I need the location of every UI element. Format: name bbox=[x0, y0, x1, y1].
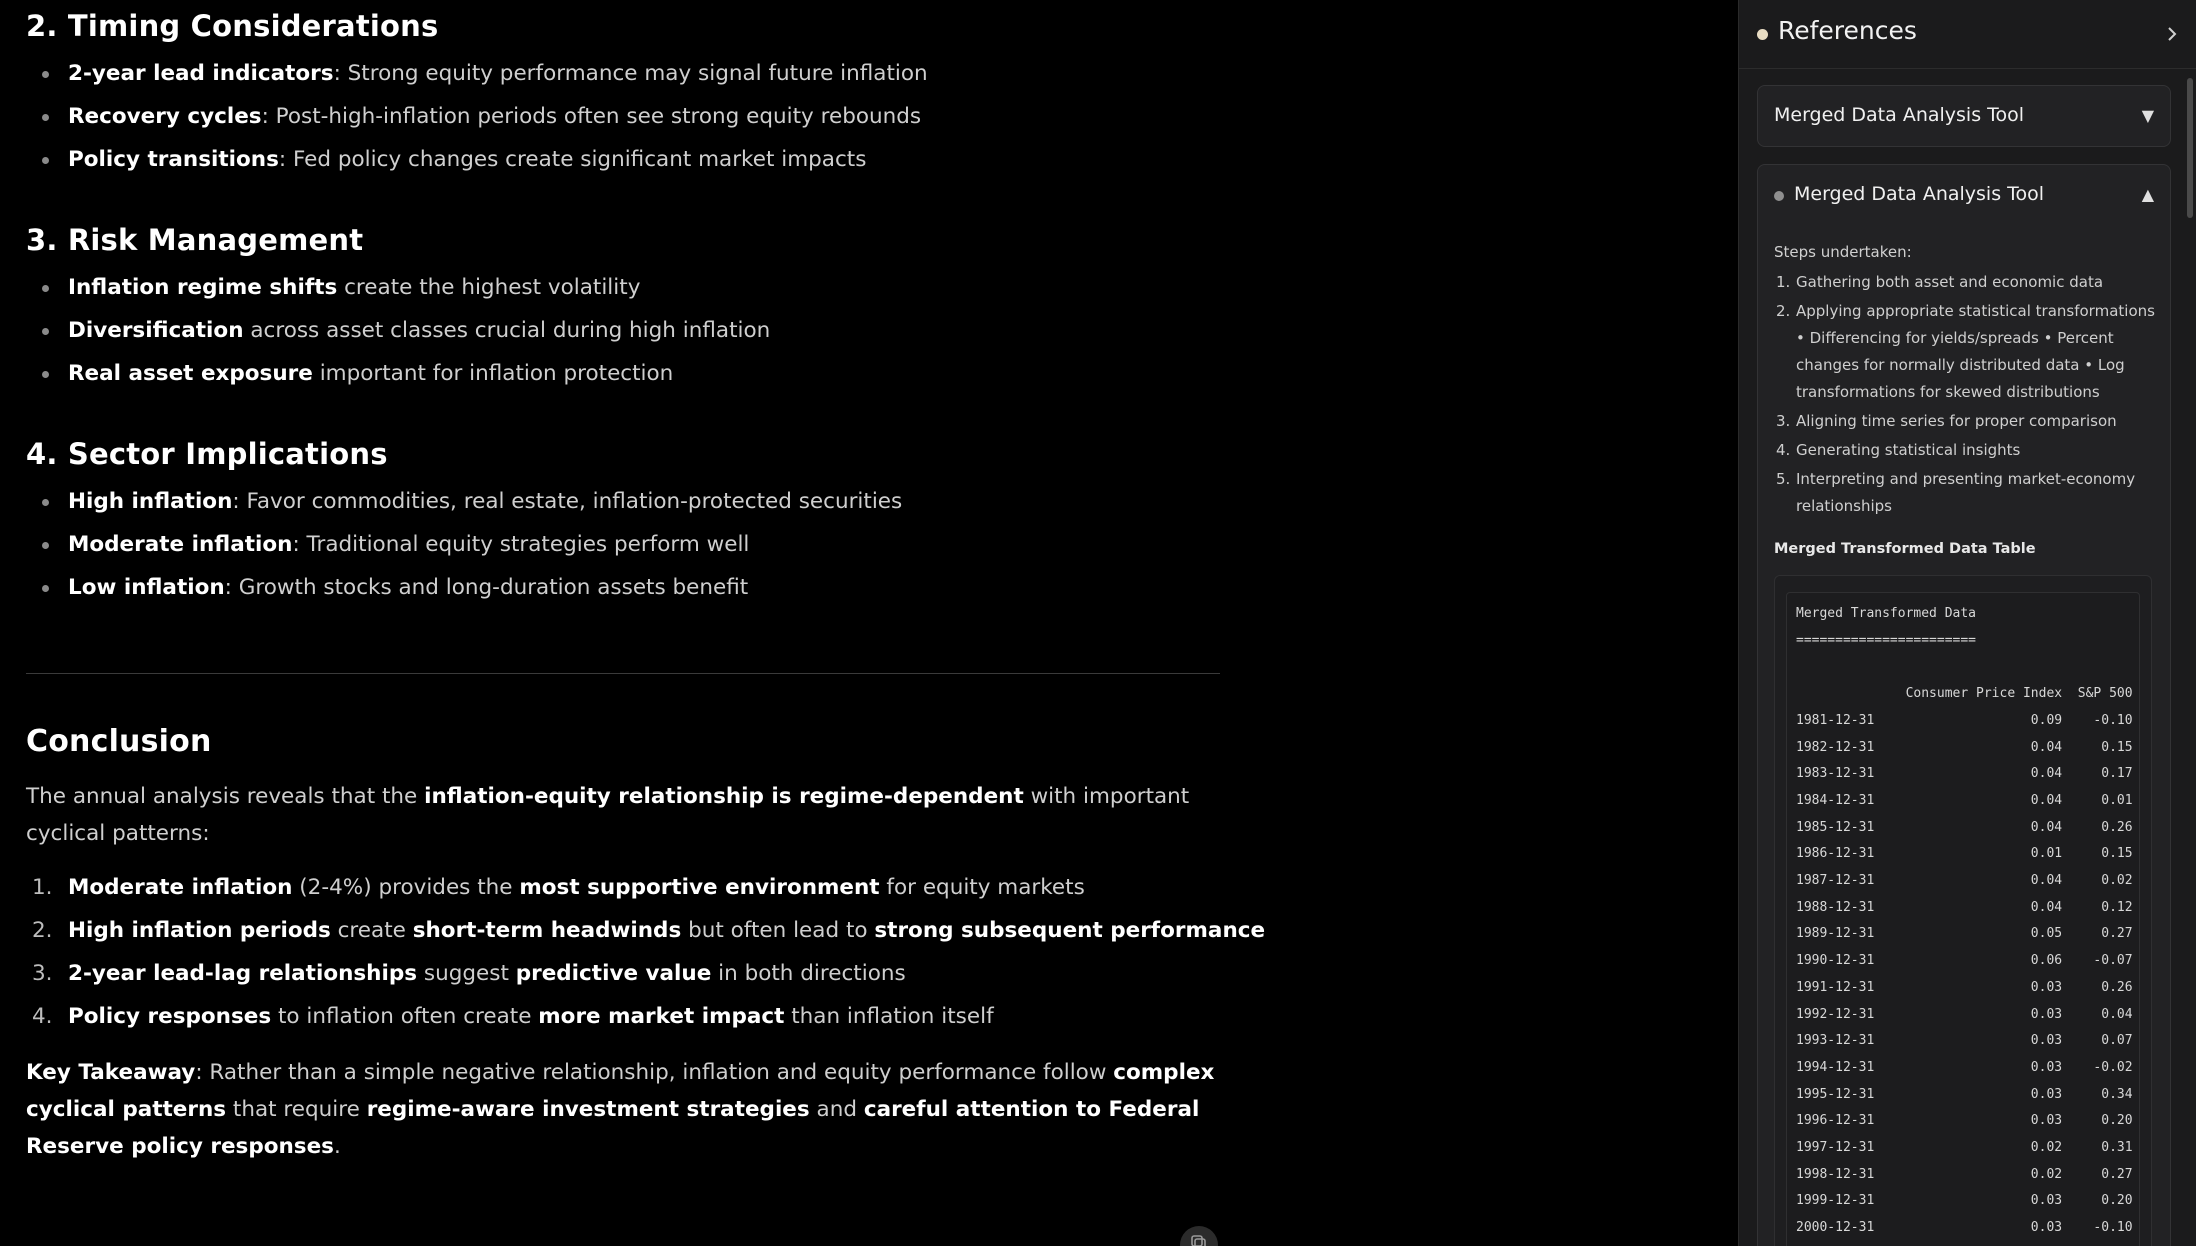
plain-text: to inflation often create bbox=[271, 1004, 539, 1029]
copy-icon bbox=[1190, 1234, 1208, 1246]
item-term: Diversification bbox=[68, 318, 244, 343]
item-term: Low inflation bbox=[68, 575, 225, 600]
step-item bbox=[1774, 408, 2158, 435]
panel-title: References bbox=[1778, 16, 1917, 45]
item-text: : Fed policy changes create significant market impacts bbox=[278, 147, 867, 172]
emphasis-text: 2-year lead-lag relationships bbox=[68, 961, 418, 986]
item-text: create the highest volatility bbox=[337, 275, 641, 300]
step-text: Generating statistical insights bbox=[1796, 441, 2021, 459]
step-number: 1. bbox=[1776, 273, 1791, 291]
step-number: 2. bbox=[1776, 302, 1791, 320]
item-text: : Traditional equity strategies perform well bbox=[292, 532, 750, 557]
triangle-down-icon[interactable]: ▼ bbox=[2141, 106, 2154, 125]
list-item bbox=[26, 952, 1220, 995]
section-title-risk: 3. Risk Management bbox=[26, 223, 364, 257]
emphasis-text: Moderate inflation bbox=[68, 875, 293, 900]
references-panel bbox=[1738, 0, 2196, 1246]
step-text: Aligning time series for proper comparison bbox=[1796, 412, 2117, 430]
emphasis-text: Policy responses bbox=[68, 1004, 272, 1029]
item-term: Inflation regime shifts bbox=[68, 275, 338, 300]
plain-text: than inflation itself bbox=[784, 1004, 994, 1029]
tool-card-expanded bbox=[1757, 164, 2171, 1246]
item-text: : Post-high-inflation periods often see strong equity rebounds bbox=[261, 104, 922, 129]
tool-card-title: Merged Data Analysis Tool bbox=[1774, 104, 2025, 126]
list-item bbox=[26, 995, 1220, 1038]
list-item bbox=[26, 95, 1220, 138]
list-item bbox=[26, 52, 1220, 95]
step-text: Interpreting and presenting market-economy relationships bbox=[1796, 470, 2136, 515]
plain-text: create bbox=[330, 918, 413, 943]
references-header bbox=[1739, 0, 2196, 69]
conclusion-intro bbox=[26, 778, 1220, 852]
item-term: Policy transitions bbox=[68, 147, 279, 172]
intro-text: with important cyclical patterns: bbox=[26, 784, 1190, 846]
list-item bbox=[26, 309, 1220, 352]
plain-text: for equity markets bbox=[879, 875, 1085, 900]
step-number: 5. bbox=[1776, 470, 1791, 488]
status-dot-icon bbox=[1774, 191, 1784, 201]
plain-text: : Rather than a simple negative relationship, inflation and equity performance follow bbox=[195, 1060, 1114, 1085]
copy-button[interactable] bbox=[1180, 1226, 1218, 1246]
step-text: Gathering both asset and economic data bbox=[1796, 273, 2104, 291]
tool-card-title[interactable]: Merged Data Analysis Tool bbox=[1794, 183, 2045, 205]
item-text: : Strong equity performance may signal future inflation bbox=[333, 61, 928, 86]
item-number: 4. bbox=[32, 1004, 53, 1029]
emphasis-text: High inflation periods bbox=[68, 918, 331, 943]
list-item bbox=[26, 523, 1220, 566]
plain-text: . bbox=[333, 1134, 341, 1159]
conclusion-title: Conclusion bbox=[26, 724, 212, 759]
plain-text: (2-4%) provides the bbox=[292, 875, 520, 900]
list-item bbox=[26, 266, 1220, 309]
emphasis-text: Key Takeaway bbox=[26, 1060, 196, 1085]
emphasis-text: predictive value bbox=[515, 961, 712, 986]
list-item bbox=[26, 909, 1266, 952]
intro-emphasis: inflation-equity relationship is regime-dependent bbox=[424, 784, 1024, 809]
list-item bbox=[26, 566, 1220, 609]
step-number: 4. bbox=[1776, 441, 1791, 459]
item-term: Moderate inflation bbox=[68, 532, 293, 557]
tool-card-collapsed[interactable] bbox=[1757, 85, 2171, 147]
step-item bbox=[1774, 437, 2158, 464]
section-title-timing: 2. Timing Considerations bbox=[26, 9, 439, 43]
table-code-block bbox=[1786, 592, 2140, 1246]
item-text: important for inflation protection bbox=[312, 361, 674, 386]
item-term: High inflation bbox=[68, 489, 233, 514]
steps-label: Steps undertaken: bbox=[1774, 243, 1912, 261]
sector-list bbox=[26, 480, 1220, 609]
emphasis-text: complex cyclical patterns bbox=[26, 1060, 1215, 1122]
plain-text: that require bbox=[226, 1097, 367, 1122]
scrollbar[interactable] bbox=[2187, 78, 2193, 218]
item-term: Real asset exposure bbox=[68, 361, 313, 386]
emphasis-text: more market impact bbox=[538, 1004, 785, 1029]
risk-list bbox=[26, 266, 1220, 395]
emphasis-text: most supportive environment bbox=[519, 875, 880, 900]
item-term: Recovery cycles bbox=[68, 104, 262, 129]
item-text: : Favor commodities, real estate, inflation-protected securities bbox=[232, 489, 903, 514]
emphasis-text: careful attention to Federal Reserve policy responses bbox=[26, 1097, 1200, 1159]
response-body bbox=[26, 0, 1266, 1165]
step-number: 3. bbox=[1776, 412, 1791, 430]
step-item bbox=[1774, 269, 2158, 296]
key-takeaway bbox=[26, 1054, 1220, 1165]
plain-text: in both directions bbox=[711, 961, 906, 986]
timing-list bbox=[26, 52, 1220, 181]
data-table-text: Merged Transformed Data ======================= Consumer Price Index S&P 500 1981-12-31 0.09 -0.10 1982-12-31 0.04 0.15 1983-12-31 0.04 0.17 1984-12-31 0.04 0.01 1985-12-31 0.04 0.26 1986-12-31 0.01 0.15 1987-12-31 0.04 0.02 1988-12-31 0.04 0.12 1989-12-31 0.05 0.27 1990-12-31 0.06 -0.07 1991-12-31 0.03 0.26 1992-12-31 0.03 0.04 1993-12-31 0.03 0.07 1994-12-31 0.03 -0.02 1995-12-31 0.03 0.34 1996-12-31 0.03 0.20 1997-12-31 0.02 0.31 1998-12-31 0.02 0.27 1999-12-31 0.03 0.20 2000-12-31 0.03 -0.10 bbox=[1796, 606, 2133, 1236]
list-item bbox=[26, 138, 1220, 181]
chevron-right-icon[interactable] bbox=[2165, 24, 2179, 44]
conclusion-points bbox=[26, 866, 1266, 1038]
plain-text: suggest bbox=[417, 961, 516, 986]
emphasis-text: strong subsequent performance bbox=[874, 918, 1266, 943]
item-number: 3. bbox=[32, 961, 53, 986]
section-title-sector: 4. Sector Implications bbox=[26, 437, 388, 471]
step-text: Applying appropriate statistical transformations • Differencing for yields/spreads • Percent changes for normally distributed data • Log transformations for skewed distributions bbox=[1796, 302, 2155, 401]
table-container bbox=[1774, 575, 2152, 1246]
table-title: Merged Transformed Data Table bbox=[1774, 541, 2036, 557]
list-item bbox=[26, 352, 1220, 395]
item-term: 2-year lead indicators bbox=[68, 61, 334, 86]
plain-text: but often lead to bbox=[681, 918, 875, 943]
steps-list bbox=[1774, 269, 2158, 522]
step-item bbox=[1774, 466, 2158, 520]
item-number: 1. bbox=[32, 875, 53, 900]
emphasis-text: short-term headwinds bbox=[412, 918, 682, 943]
list-item bbox=[26, 866, 1220, 909]
step-item bbox=[1774, 298, 2158, 406]
plain-text: and bbox=[809, 1097, 864, 1122]
item-number: 2. bbox=[32, 918, 53, 943]
intro-text: The annual analysis reveals that the bbox=[26, 784, 425, 809]
list-item bbox=[26, 480, 1220, 523]
emphasis-text: regime-aware investment strategies bbox=[366, 1097, 810, 1122]
triangle-up-icon[interactable]: ▲ bbox=[2141, 185, 2154, 204]
status-dot-icon bbox=[1757, 29, 1768, 40]
item-text: across asset classes crucial during high inflation bbox=[243, 318, 771, 343]
item-text: : Growth stocks and long-duration assets benefit bbox=[224, 575, 749, 600]
